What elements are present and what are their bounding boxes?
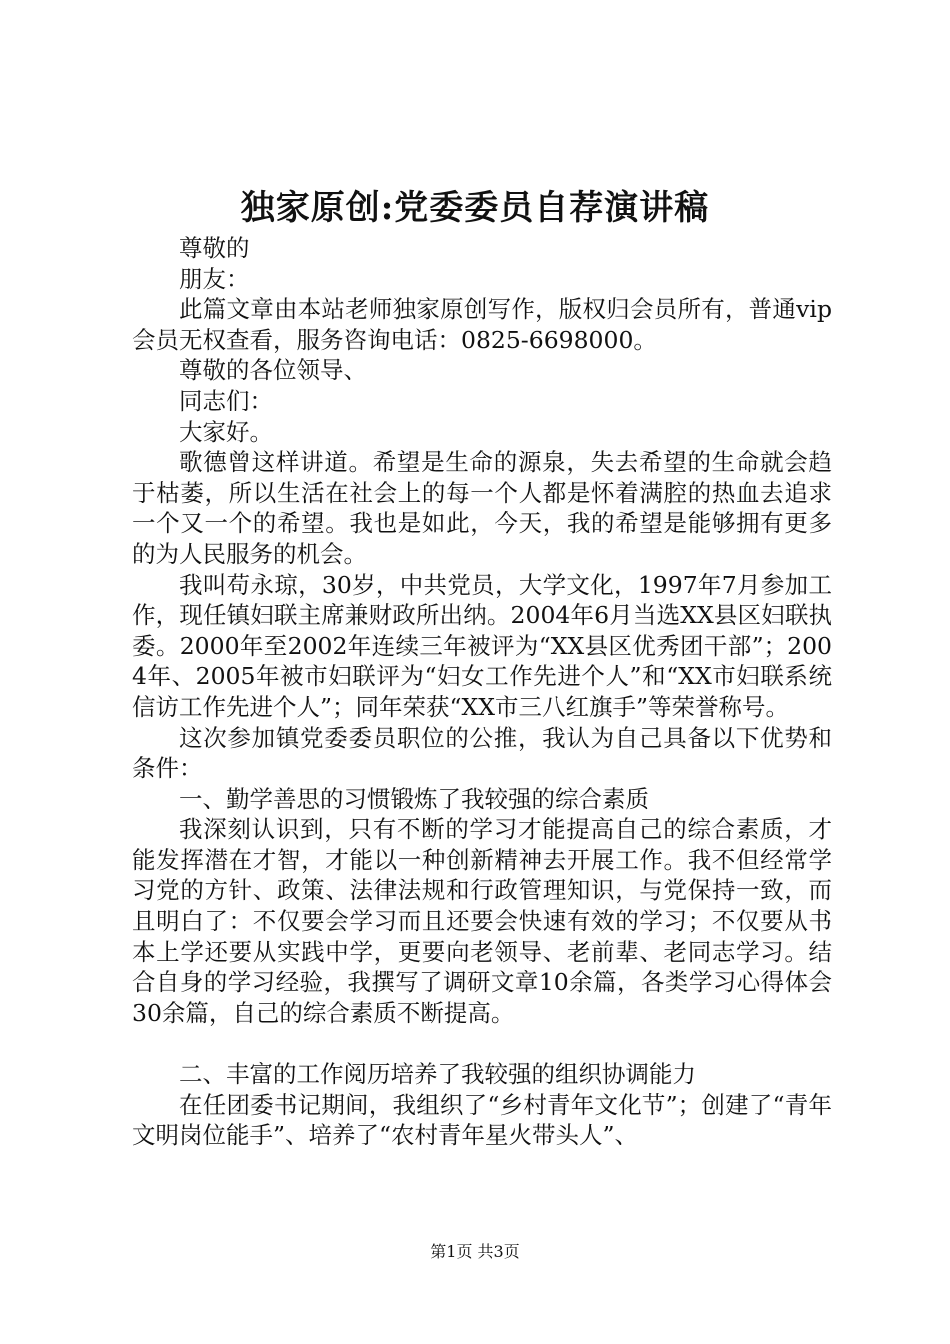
- paragraph-salutation-2: 朋友：: [179, 264, 250, 293]
- paragraph-intro: 歌德曾这样讲道。希望是生命的源泉，失去希望的生命就会趋于枯萎，所以生活在社会上的每一个人都是怀着满腔的热血去追求一个又一个的希望。我也是如此，今天，我的希望是能够拥有更多的为人民服务的机会。: [132, 448, 832, 568]
- document-body: [132, 233, 832, 1151]
- paragraph-greeting-1: 尊敬的各位领导、: [179, 356, 367, 385]
- paragraph-greeting-3: 大家好。: [179, 417, 273, 446]
- paragraph-advantages-lead: 这次参加镇党委委员职位的公推，我认为自己具备以下优势和条件：: [132, 723, 832, 783]
- document-title: 独家原创:党委委员自荐演讲稿: [240, 188, 710, 228]
- section-heading-1: 一、勤学善思的习惯锻炼了我较强的综合素质: [179, 784, 649, 813]
- paragraph-self-introduction: 我叫苟永琼，30岁，中共党员，大学文化，1997年7月参加工作，现任镇妇联主席兼财政所出纳。2004年6月当选XX县区妇联执委。2000年至2002年连续三年被评为“XX县区优秀团干部”；2004年、2005年被市妇联评为“妇女工作先进个人”和“XX市妇联系统信访工作先进个人”；同年荣获“XX市三八红旗手”等荣誉称号。: [132, 570, 832, 721]
- section-heading-2: 二、丰富的工作阅历培养了我较强的组织协调能力: [179, 1060, 696, 1089]
- paragraph-salutation-1: 尊敬的: [179, 234, 250, 262]
- paragraph-section-1-body: 我深刻认识到，只有不断的学习才能提高自己的综合素质，才能发挥潜在才智，才能以一种创新精神去开展工作。我不但经常学习党的方针、政策、法律法规和行政管理知识，与党保持一致，而且明白了：不仅要会学习而且还要会快速有效的学习；不仅要从书本上学还要从实践中学，更要向老领导、老前辈、老同志学习。结合自身的学习经验，我撰写了调研文章10余篇，各类学习心得体会30余篇，自己的综合素质不断提高。: [132, 815, 832, 1027]
- page-footer: 第1页 共3页: [430, 1242, 520, 1261]
- paragraph-section-2-body: 在任团委书记期间，我组织了“乡村青年文化节”；创建了“青年文明岗位能手”、培养了“农村青年星火带头人”、: [132, 1090, 832, 1150]
- paragraph-greeting-2: 同志们：: [179, 386, 273, 415]
- paragraph-copyright-notice: 此篇文章由本站老师独家原创写作，版权归会员所有，普通vip会员无权查看，服务咨询电话：0825-6698000。: [132, 295, 832, 354]
